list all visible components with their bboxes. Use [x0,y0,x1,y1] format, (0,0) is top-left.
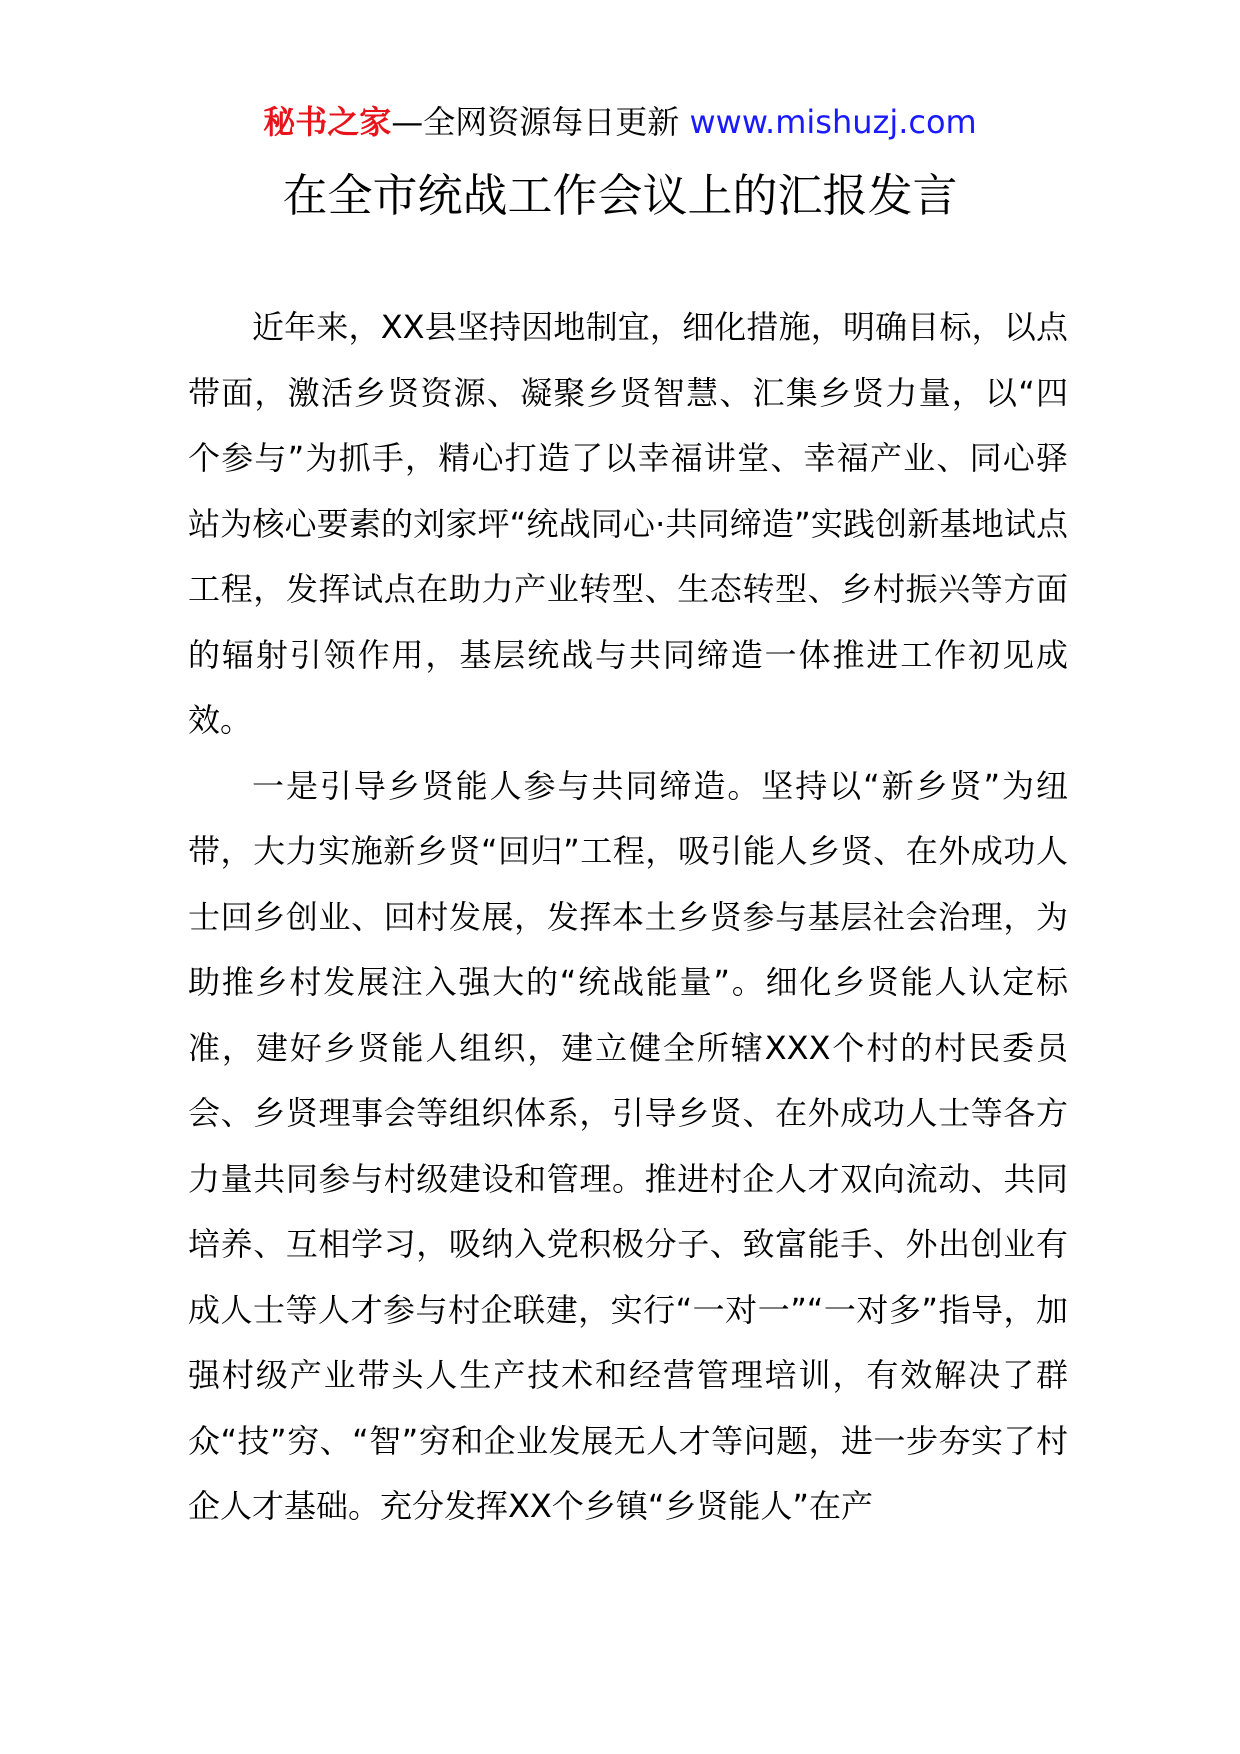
paragraph-point-one: 一是引导乡贤能人参与共同缔造。坚持以“新乡贤”为纽带，大力实施新乡贤“回归”工程，吸引能人乡贤、在外成功人士回乡创业、回村发展，发挥本土乡贤参与基层社会治理，为助推乡村发展注入强大的“统战能量”。细化乡贤能人认定标准，建好乡贤能人组织，建立健全所辖XXX个村的村民委员会、乡贤理事会等组织体系，引导乡贤、在外成功人士等各方力量共同参与村级建设和管理。推进村企人才双向流动、共同培养、互相学习，吸纳入党积极分子、致富能手、外出创业有成人士等人才参与村企联建，实行“一对一”“一对多”指导，加强村级产业带头人生产技术和经营管理培训，有效解决了群众“技”穷、“智”穷和企业发展无人才等问题，进一步夯实了村企人才基础。充分发挥XX个乡镇“乡贤能人”在产 [188,766,1068,1525]
paragraph-intro: 近年来，XX县坚持因地制宜，细化措施，明确目标，以点带面，激活乡贤资源、凝聚乡贤智慧、汇集乡贤力量，以“四个参与”为抓手，精心打造了以幸福讲堂、幸福产业、同心驿站为核心要素的刘家坪“统战同心·共同缔造”实践创新基地试点工程，发挥试点在助力产业转型、生态转型、乡村振兴等方面的辐射引领作用，基层统战与共同缔造一体推进工作初见成效。 [188,308,1068,739]
site-url-link[interactable]: www.mishuzj.com [689,103,977,141]
site-header [0,100,1240,144]
document-body [188,295,1068,1540]
site-tagline: —全网资源每日更新 [391,103,690,141]
document-title: 在全市统战工作会议上的汇报发言 [282,169,958,222]
site-brand: 秘书之家 [263,103,392,141]
